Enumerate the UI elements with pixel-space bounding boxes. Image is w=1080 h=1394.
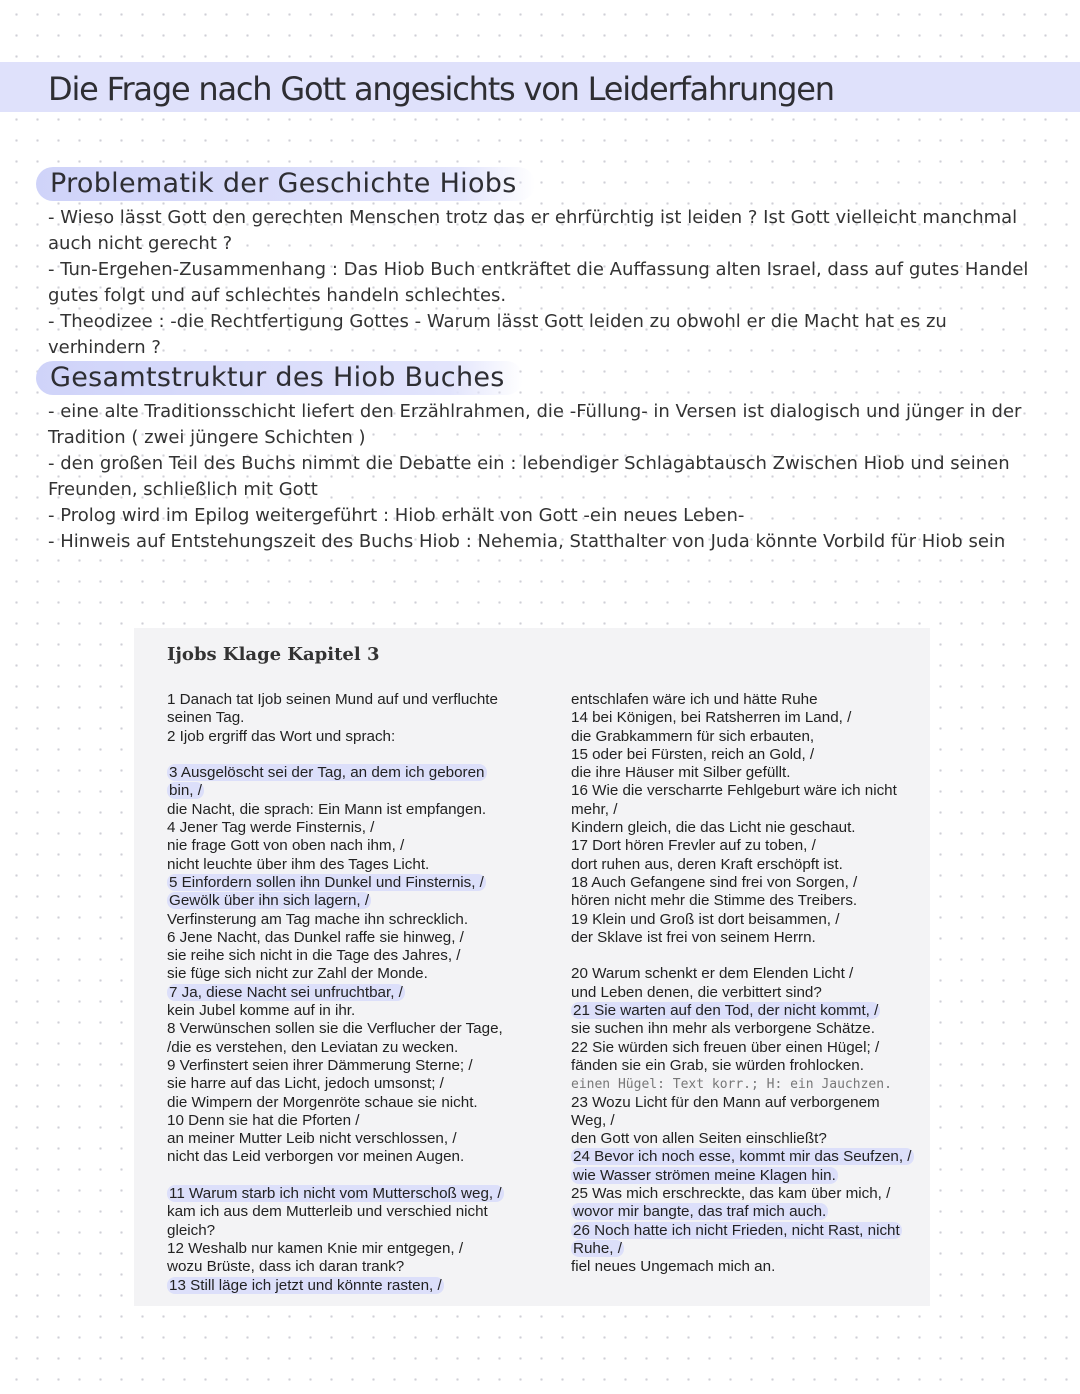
verse-line: 24 Bevor ich noch esse, kommt mir das Seufzen, / (573, 1148, 912, 1166)
verse-line: an meiner Mutter Leib nicht verschlossen, / (167, 1130, 457, 1148)
verse-line: Gewölk über ihn sich lagern, / (169, 892, 370, 910)
verse-line: 26 Noch hatte ich nicht Frieden, nicht Rast, nicht (573, 1221, 900, 1239)
verse-line: die Wimpern der Morgenröte schaue sie nicht. (167, 1093, 478, 1111)
verse-line: sie suchen ihn mehr als verborgene Schätze. (571, 1020, 875, 1038)
verse-line: sie harre auf das Licht, jedoch umsonst; / (167, 1075, 444, 1093)
verse-line: 15 oder bei Fürsten, reich an Gold, / (571, 745, 815, 763)
verse-line: 25 Was mich erschreckte, das kam über mich, / (571, 1185, 891, 1203)
verse-line: 4 Jener Tag werde Finsternis, / (167, 819, 375, 837)
section-heading-gesamtstruktur: Gesamtstruktur des Hiob Buches (36, 361, 523, 395)
verse-line: hören nicht mehr die Stimme des Treibers. (571, 892, 858, 910)
verse-line: sie füge sich nicht zur Zahl der Monde. (167, 965, 428, 983)
blank-line (167, 1167, 517, 1185)
verse-line: dort ruhen aus, deren Kraft erschöpft ist. (571, 855, 843, 873)
verse-line: /die es verstehen, den Leviatan zu wecken. (167, 1038, 459, 1056)
verse-line: 19 Klein und Groß ist dort beisammen, / (571, 910, 840, 928)
verse-line: wozu Brüste, dass ich daran trank? (167, 1258, 405, 1276)
verse-line: 13 Still läge ich jetzt und könnte rasten, / (169, 1276, 442, 1294)
page-title: Die Frage nach Gott angesichts von Leiderfahrungen (48, 70, 834, 108)
note-line: Freunden, schließlich mit Gott (48, 479, 318, 500)
verse-line: 3 Ausgelöscht sei der Tag, an dem ich geboren (169, 764, 485, 782)
verse-line: den Gott von allen Seiten einschließt? (571, 1130, 827, 1148)
verse-line: 23 Wozu Licht für den Mann auf verborgenem (571, 1093, 880, 1111)
section-notes-gesamtstruktur (48, 399, 1038, 555)
note-line: - Prolog wird im Epilog weitergeführt : Hiob erhält von Gott -ein neues Leben- (48, 505, 745, 526)
verse-line: fiel neues Ungemach mich an. (571, 1258, 776, 1276)
verse-line: 17 Dort hören Frevler auf zu toben, / (571, 837, 816, 855)
verse-line: Verfinsterung am Tag mache ihn schrecklich. (167, 910, 469, 928)
verse-line: entschlafen wäre ich und hätte Ruhe (571, 691, 818, 708)
verse-line: die Nacht, die sprach: Ein Mann ist empfangen. (167, 800, 487, 818)
verse-line: die ihre Häuser mit Silber gefüllt. (571, 764, 791, 782)
verse-line: die Grabkammern für sich erbauten, (571, 727, 815, 745)
verse-line: gleich? (167, 1221, 216, 1239)
verse-line: 7 Ja, diese Nacht sei unfruchtbar, / (169, 983, 403, 1001)
blank-line (167, 746, 517, 764)
note-line: - Wieso lässt Gott den gerechten Menschen trotz das er ehrfürchtig ist leiden ? Ist Gott vielleicht manchmal (48, 207, 1018, 228)
blank-line (571, 947, 911, 965)
note-line: - Theodizee : -die Rechtfertigung Gottes - Warum lässt Gott leiden zu obwohl er die Macht hat es zu verhindern ? (48, 311, 947, 358)
note-line: - eine alte Traditionsschicht liefert den Erzählrahmen, die -Füllung- in Versen ist dialogisch und jünger in der (48, 401, 1022, 422)
verse-line: 1 Danach tat Ijob seinen Mund auf und verfluchte (167, 691, 498, 708)
section-notes-problematik (48, 205, 1038, 361)
note-line: auch nicht gerecht ? (48, 233, 233, 254)
verse-line: 22 Sie würden sich freuen über einen Hügel; / (571, 1038, 880, 1056)
verse-line: 21 Sie warten auf den Tod, der nicht kommt, / (573, 1002, 879, 1020)
verse-line: sie reihe sich nicht in die Tage des Jahres, / (167, 947, 461, 965)
note-line: Tradition ( zwei jüngere Schichten ) (48, 427, 366, 448)
scan-column-right (571, 691, 911, 1277)
verse-line: 16 Wie die verscharrte Fehlgeburt wäre ich nicht (571, 782, 897, 800)
verse-line: 9 Verfinstert seien ihrer Dämmerung Sterne; / (167, 1056, 473, 1074)
verse-line: 10 Denn sie hat die Pforten / (167, 1111, 360, 1129)
verse-line: bin, / (169, 782, 202, 800)
verse-line: der Sklave ist frei von seinem Herrn. (571, 928, 816, 946)
verse-line: nicht leuchte über ihm des Tages Licht. (167, 855, 430, 873)
note-line: - den großen Teil des Buchs nimmt die Debatte ein : lebendiger Schlagabtausch Zwischen Hiob und seinen (48, 453, 1010, 474)
verse-line: wie Wasser strömen meine Klagen hin. (573, 1166, 836, 1184)
section-heading-problematik: Problematik der Geschichte Hiobs (36, 167, 535, 201)
verse-line: 12 Weshalb nur kamen Knie mir entgegen, / (167, 1239, 464, 1257)
verse-line: 2 Ijob ergriff das Wort und sprach: (167, 727, 396, 745)
verse-line: wovor mir bangte, das traf mich auch. (573, 1203, 827, 1221)
scan-title: Ijobs Klage Kapitel 3 (167, 644, 380, 665)
verse-line: nie frage Gott von oben nach ihm, / (167, 837, 405, 855)
verse-line: nicht das Leid verborgen vor meinen Augen. (167, 1148, 465, 1166)
verse-line: Kindern gleich, die das Licht nie geschaut. (571, 819, 856, 837)
verse-line: 18 Auch Gefangene sind frei von Sorgen, / (571, 873, 858, 891)
verse-line: seinen Tag. (167, 709, 245, 727)
verse-line: 11 Warum starb ich nicht vom Mutterschoß weg, / (169, 1185, 502, 1203)
verse-line: 14 bei Königen, bei Ratsherren im Land, / (571, 709, 852, 727)
verse-line: fänden sie ein Grab, sie würden frohlocken. (571, 1056, 864, 1074)
verse-line: und Leben denen, die verbittert sind? (571, 983, 822, 1001)
verse-line: 5 Einfordern sollen ihn Dunkel und Finsternis, / (169, 873, 484, 891)
note-line: gutes folgt und auf schlechtes handeln schlechtes. (48, 285, 507, 306)
verse-line: kam ich aus dem Mutterleib und verschied nicht (167, 1203, 488, 1221)
verse-line: Weg, / (571, 1111, 615, 1129)
verse-line: einen Hügel: Text korr.; H: ein Jauchzen. (571, 1077, 892, 1093)
note-line: - Hinweis auf Entstehungszeit des Buchs Hiob : Nehemia, Statthalter von Juda könnte Vorbild für Hiob sein (48, 531, 1006, 552)
verse-line: Ruhe, / (573, 1239, 622, 1257)
verse-line: mehr, / (571, 800, 618, 818)
verse-line: kein Jubel komme auf in ihr. (167, 1002, 356, 1020)
verse-line: 8 Verwünschen sollen sie die Verflucher der Tage, (167, 1020, 503, 1038)
verse-line: 20 Warum schenkt er dem Elenden Licht / (571, 965, 854, 983)
scan-column-left (167, 691, 517, 1295)
verse-line: 6 Jene Nacht, das Dunkel raffe sie hinweg, / (167, 928, 464, 946)
note-line: - Tun-Ergehen-Zusammenhang : Das Hiob Buch entkräftet die Auffassung alten Israel, dass auf gutes Handel (48, 259, 1029, 280)
